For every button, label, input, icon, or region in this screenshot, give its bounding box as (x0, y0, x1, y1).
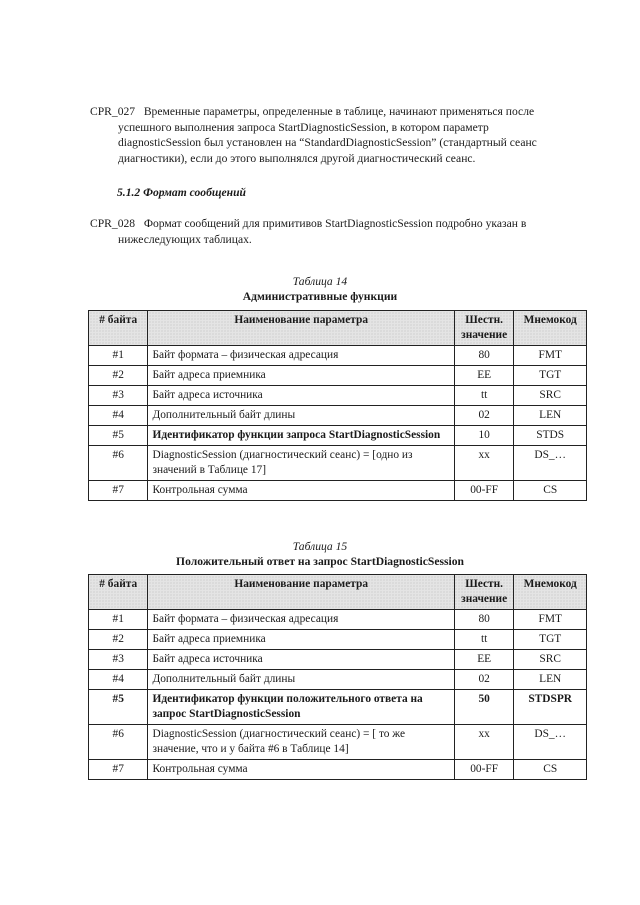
cell-param: Идентификатор функции запроса StartDiagnosticSession (148, 426, 454, 446)
cell-param: Байт адреса источника (148, 650, 454, 670)
cell-param: Дополнительный байт длины (148, 670, 454, 690)
cell-byte: #3 (89, 650, 148, 670)
cell-hex: EE (454, 366, 513, 386)
paragraph-label: CPR_027 (90, 105, 136, 118)
paragraph-line: диагностики), если до этого выполнялся другой диагностический сеанс. (118, 151, 476, 165)
header-byte: # байта (89, 311, 148, 346)
paragraph-line: нижеследующих таблицах. (118, 232, 252, 246)
cell-param: Контрольная сумма (148, 481, 454, 501)
cell-byte: #5 (89, 690, 148, 725)
table-title: Положительный ответ на запрос StartDiagnosticSession (176, 555, 464, 568)
table-row (89, 690, 587, 725)
cell-hex: 00-FF (454, 760, 513, 780)
cell-param: DiagnosticSession (диагностический сеанс) = [ то же значение, что и у байта #6 в Таблице 14] (148, 725, 454, 760)
cell-byte: #4 (89, 670, 148, 690)
cell-param: Байт адреса приемника (148, 366, 454, 386)
cell-hex: 02 (454, 406, 513, 426)
table-row (89, 760, 587, 780)
cell-hex: 02 (454, 670, 513, 690)
cell-byte: #2 (89, 630, 148, 650)
header-hex: Шестн. значение (454, 575, 513, 610)
cell-mnemonic: DS_… (514, 446, 587, 481)
table-14 (88, 310, 587, 501)
cell-param: Контрольная сумма (148, 760, 454, 780)
cell-param: Байт формата – физическая адресация (148, 610, 454, 630)
cell-param: Дополнительный байт длины (148, 406, 454, 426)
cell-byte: #3 (89, 386, 148, 406)
cell-byte: #6 (89, 725, 148, 760)
table-row (89, 610, 587, 630)
cell-byte: #1 (89, 610, 148, 630)
cell-byte: #4 (89, 406, 148, 426)
paragraph-line: Формат сообщений для примитивов StartDiagnosticSession подробно указан в (143, 217, 527, 230)
table-row (89, 630, 587, 650)
section-heading: 5.1.2 Формат сообщений (117, 186, 246, 199)
table-title: Административные функции (242, 290, 398, 303)
cell-mnemonic: FMT (514, 610, 587, 630)
cell-param: Байт формата – физическая адресация (148, 346, 454, 366)
table-row (89, 670, 587, 690)
cell-hex: tt (454, 386, 513, 406)
header-mnemonic: Мнемокод (514, 575, 587, 610)
cell-hex: xx (454, 725, 513, 760)
cell-hex: xx (454, 446, 513, 481)
cell-mnemonic: TGT (514, 630, 587, 650)
paragraph-cpr-028 (90, 216, 595, 247)
cell-hex: tt (454, 630, 513, 650)
cell-mnemonic: STDS (514, 426, 587, 446)
cell-hex: 80 (454, 610, 513, 630)
cell-param: Идентификатор функции положительного ответа на запрос StartDiagnosticSession (148, 690, 454, 725)
cell-param: DiagnosticSession (диагностический сеанс) = [одно из значений в Таблице 17] (148, 446, 454, 481)
cell-hex: 10 (454, 426, 513, 446)
table-row (89, 406, 587, 426)
cell-hex: 80 (454, 346, 513, 366)
cell-byte: #2 (89, 366, 148, 386)
paragraph-line: Временные параметры, определенные в таблице, начинают применяться после (143, 105, 535, 118)
table-row (89, 386, 587, 406)
table-row (89, 346, 587, 366)
cell-param: Байт адреса приемника (148, 630, 454, 650)
cell-param: Байт адреса источника (148, 386, 454, 406)
cell-hex: 50 (454, 690, 513, 725)
paragraph-line: diagnosticSession был установлен на “StandardDiagnosticSession” (стандартный сеанс (118, 136, 537, 150)
cell-mnemonic: LEN (514, 670, 587, 690)
table-header-row (89, 311, 587, 346)
cell-byte: #7 (89, 760, 148, 780)
table-row (89, 446, 587, 481)
table15-caption (0, 539, 640, 569)
header-param: Наименование параметра (148, 575, 454, 610)
paragraph-cpr-027 (90, 104, 595, 166)
table-header-row (89, 575, 587, 610)
cell-mnemonic: CS (514, 760, 587, 780)
table-row (89, 725, 587, 760)
table-number: Таблица 14 (292, 275, 348, 288)
header-hex: Шестн. значение (454, 311, 513, 346)
table-15 (88, 574, 587, 780)
table-number: Таблица 15 (292, 540, 348, 553)
cell-hex: EE (454, 650, 513, 670)
cell-byte: #7 (89, 481, 148, 501)
cell-hex: 00-FF (454, 481, 513, 501)
table14-caption (0, 274, 640, 304)
header-param: Наименование параметра (148, 311, 454, 346)
cell-mnemonic: CS (514, 481, 587, 501)
cell-mnemonic: STDSPR (514, 690, 587, 725)
cell-mnemonic: SRC (514, 650, 587, 670)
table-row (89, 650, 587, 670)
cell-mnemonic: FMT (514, 346, 587, 366)
paragraph-line: успешного выполнения запроса StartDiagnosticSession, в котором параметр (118, 120, 489, 134)
cell-mnemonic: TGT (514, 366, 587, 386)
header-mnemonic: Мнемокод (514, 311, 587, 346)
table-row (89, 481, 587, 501)
cell-byte: #6 (89, 446, 148, 481)
cell-mnemonic: SRC (514, 386, 587, 406)
table-row (89, 366, 587, 386)
cell-mnemonic: DS_… (514, 725, 587, 760)
table-row (89, 426, 587, 446)
header-byte: # байта (89, 575, 148, 610)
cell-mnemonic: LEN (514, 406, 587, 426)
paragraph-label: CPR_028 (90, 217, 136, 230)
cell-byte: #5 (89, 426, 148, 446)
cell-byte: #1 (89, 346, 148, 366)
